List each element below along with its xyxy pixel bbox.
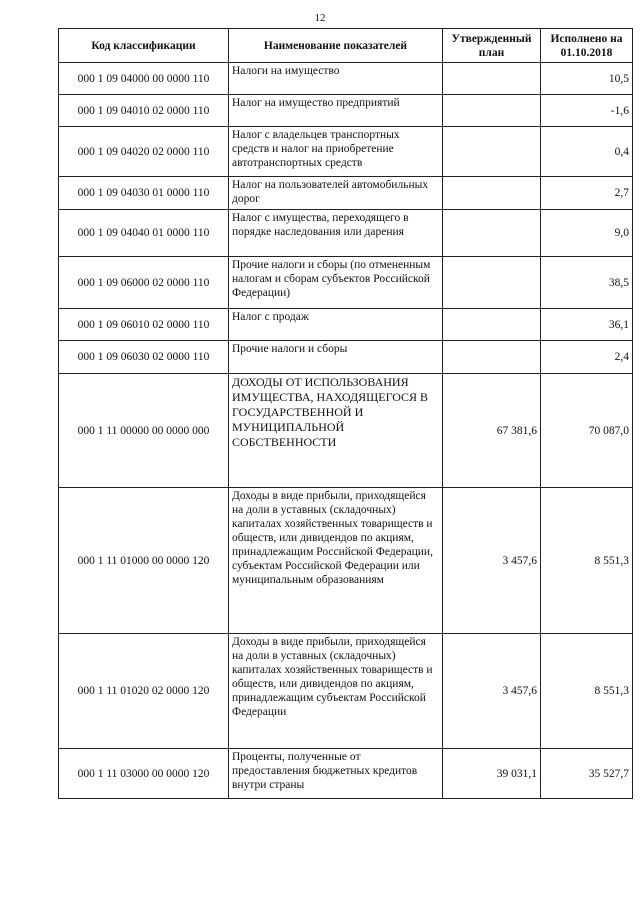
table-row <box>59 341 633 374</box>
row-plan <box>443 341 541 374</box>
header-name: Наименование показателей <box>229 29 443 63</box>
row-done: 2,4 <box>541 341 633 374</box>
table-row <box>59 95 633 127</box>
header-done: Исполнено на 01.10.2018 <box>541 29 633 63</box>
table-row <box>59 177 633 210</box>
table-row <box>59 257 633 309</box>
row-name: Налог с продаж <box>229 309 443 341</box>
row-done: 10,5 <box>541 63 633 95</box>
row-done: 9,0 <box>541 210 633 257</box>
row-plan <box>443 177 541 210</box>
row-name: Налог на пользователей автомобильных дорог <box>229 177 443 210</box>
table-row <box>59 309 633 341</box>
row-code: 000 1 11 00000 00 0000 000 <box>59 374 229 488</box>
row-name: Налоги на имущество <box>229 63 443 95</box>
header-code: Код классификации <box>59 29 229 63</box>
row-code: 000 1 09 04000 00 0000 110 <box>59 63 229 95</box>
row-code: 000 1 09 04040 01 0000 110 <box>59 210 229 257</box>
row-name: Доходы в виде прибыли, приходящейся на доли в уставных (складочных) капиталах хозяйственных товариществ и обществ, или дивидендов по акциям, принадлежащим Российской Федерации, субъектам Российской Федерации или муниципальным образованиям <box>229 488 443 634</box>
row-done: 2,7 <box>541 177 633 210</box>
row-plan: 3 457,6 <box>443 488 541 634</box>
row-code: 000 1 09 04010 02 0000 110 <box>59 95 229 127</box>
row-name: Прочие налоги и сборы (по отмененным налогам и сборам субъектов Российской Федерации) <box>229 257 443 309</box>
row-name: ДОХОДЫ ОТ ИСПОЛЬЗОВАНИЯ ИМУЩЕСТВА, НАХОДЯЩЕГОСЯ В ГОСУДАРСТВЕННОЙ И МУНИЦИПАЛЬНОЙ СОБСТВЕННОСТИ <box>229 374 443 488</box>
row-done: 8 551,3 <box>541 634 633 749</box>
budget-table <box>58 28 633 799</box>
row-name: Доходы в виде прибыли, приходящейся на доли в уставных (складочных) капиталах хозяйственных товариществ и обществ, или дивидендов по акциям, принадлежащим субъектам Российской Федерации <box>229 634 443 749</box>
row-done: 36,1 <box>541 309 633 341</box>
row-code: 000 1 09 06010 02 0000 110 <box>59 309 229 341</box>
table-header-row <box>59 29 633 63</box>
row-name: Проценты, полученные от предоставления бюджетных кредитов внутри страны <box>229 749 443 799</box>
row-done: 38,5 <box>541 257 633 309</box>
row-plan: 67 381,6 <box>443 374 541 488</box>
row-code: 000 1 09 04030 01 0000 110 <box>59 177 229 210</box>
row-plan: 3 457,6 <box>443 634 541 749</box>
row-plan <box>443 210 541 257</box>
row-name: Налог с имущества, переходящего в порядке наследования или дарения <box>229 210 443 257</box>
row-code: 000 1 11 01000 00 0000 120 <box>59 488 229 634</box>
row-plan: 39 031,1 <box>443 749 541 799</box>
row-name: Прочие налоги и сборы <box>229 341 443 374</box>
row-code: 000 1 11 01020 02 0000 120 <box>59 634 229 749</box>
row-done: 70 087,0 <box>541 374 633 488</box>
row-done: 8 551,3 <box>541 488 633 634</box>
row-plan <box>443 127 541 177</box>
row-done: 35 527,7 <box>541 749 633 799</box>
table-row <box>59 63 633 95</box>
row-code: 000 1 09 06030 02 0000 110 <box>59 341 229 374</box>
header-plan: Утвержденный план <box>443 29 541 63</box>
row-done: 0,4 <box>541 127 633 177</box>
row-code: 000 1 09 06000 02 0000 110 <box>59 257 229 309</box>
table-row <box>59 488 633 634</box>
table-row <box>59 210 633 257</box>
table-row <box>59 374 633 488</box>
row-plan <box>443 309 541 341</box>
row-plan <box>443 95 541 127</box>
page-number: 12 <box>314 12 326 24</box>
row-plan <box>443 257 541 309</box>
row-name: Налог на имущество предприятий <box>229 95 443 127</box>
row-code: 000 1 09 04020 02 0000 110 <box>59 127 229 177</box>
table-row <box>59 127 633 177</box>
row-code: 000 1 11 03000 00 0000 120 <box>59 749 229 799</box>
row-plan <box>443 63 541 95</box>
row-done: -1,6 <box>541 95 633 127</box>
table-row <box>59 749 633 799</box>
row-name: Налог с владельцев транспортных средств и налог на приобретение автотранспортных средств <box>229 127 443 177</box>
table-row <box>59 634 633 749</box>
